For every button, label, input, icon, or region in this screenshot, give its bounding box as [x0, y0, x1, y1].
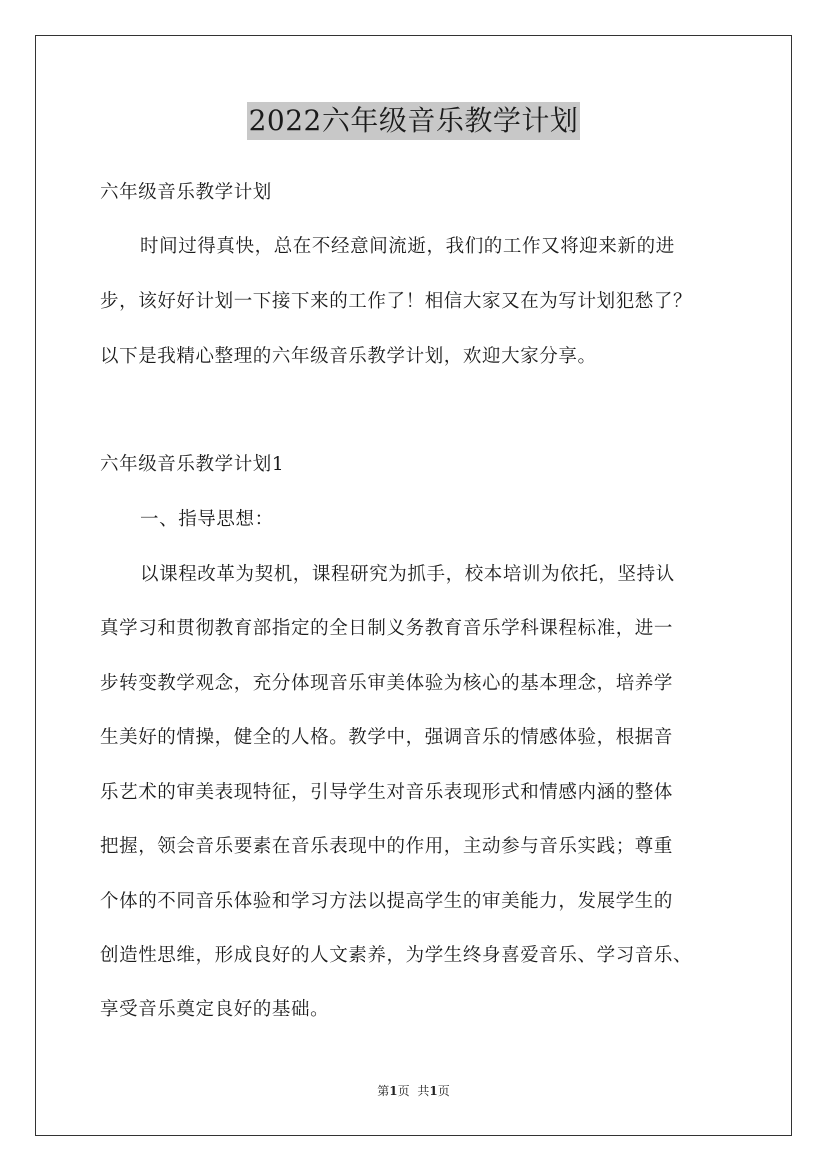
section-heading: 六年级音乐教学计划1: [100, 454, 285, 475]
intro-line-2: 步，该好好计划一下接下来的工作了！相信大家又在为写计划犯愁了？: [100, 291, 693, 312]
subsection-heading: 一、指导思想：: [140, 509, 274, 530]
footer-page-suffix: 页: [397, 1084, 410, 1098]
body-line-5: 乐艺术的审美表现特征，引导学生对音乐表现形式和情感内涵的整体: [100, 782, 674, 803]
document-subtitle: 六年级音乐教学计划: [100, 182, 272, 203]
body-line-9: 享受音乐奠定良好的基础。: [100, 999, 330, 1020]
footer-total-prefix: 共: [417, 1084, 430, 1098]
body-line-7: 个体的不同音乐体验和学习方法以提高学生的审美能力，发展学生的: [100, 891, 674, 912]
footer-total-suffix: 页: [437, 1084, 450, 1098]
body-line-3: 步转变教学观念，充分体现音乐审美体验为核心的基本理念，培养学: [100, 673, 674, 694]
page-footer: [0, 1083, 827, 1099]
body-line-8: 创造性思维，形成良好的人文素养，为学生终身喜爱音乐、学习音乐、: [100, 945, 693, 966]
document-title: 2022六年级音乐教学计划: [247, 102, 581, 140]
footer-page-prefix: 第: [377, 1084, 390, 1098]
title-container: [0, 102, 827, 140]
body-line-2: 真学习和贯彻教育部指定的全日制义务教育音乐学科课程标准，进一: [100, 618, 674, 639]
intro-line-1: 时间过得真快，总在不经意间流逝，我们的工作又将迎来新的进: [140, 236, 675, 257]
intro-line-3: 以下是我精心整理的六年级音乐教学计划，欢迎大家分享。: [100, 346, 597, 367]
body-line-6: 把握，领会音乐要素在音乐表现中的作用，主动参与音乐实践；尊重: [100, 836, 674, 857]
body-line-4: 生美好的情操，健全的人格。教学中，强调音乐的情感体验，根据音: [100, 727, 674, 748]
footer-total-pages: 1: [429, 1084, 438, 1098]
footer-page-number: 1: [389, 1084, 398, 1098]
body-line-1: 以课程改革为契机，课程研究为抓手，校本培训为依托，坚持认: [140, 564, 675, 585]
